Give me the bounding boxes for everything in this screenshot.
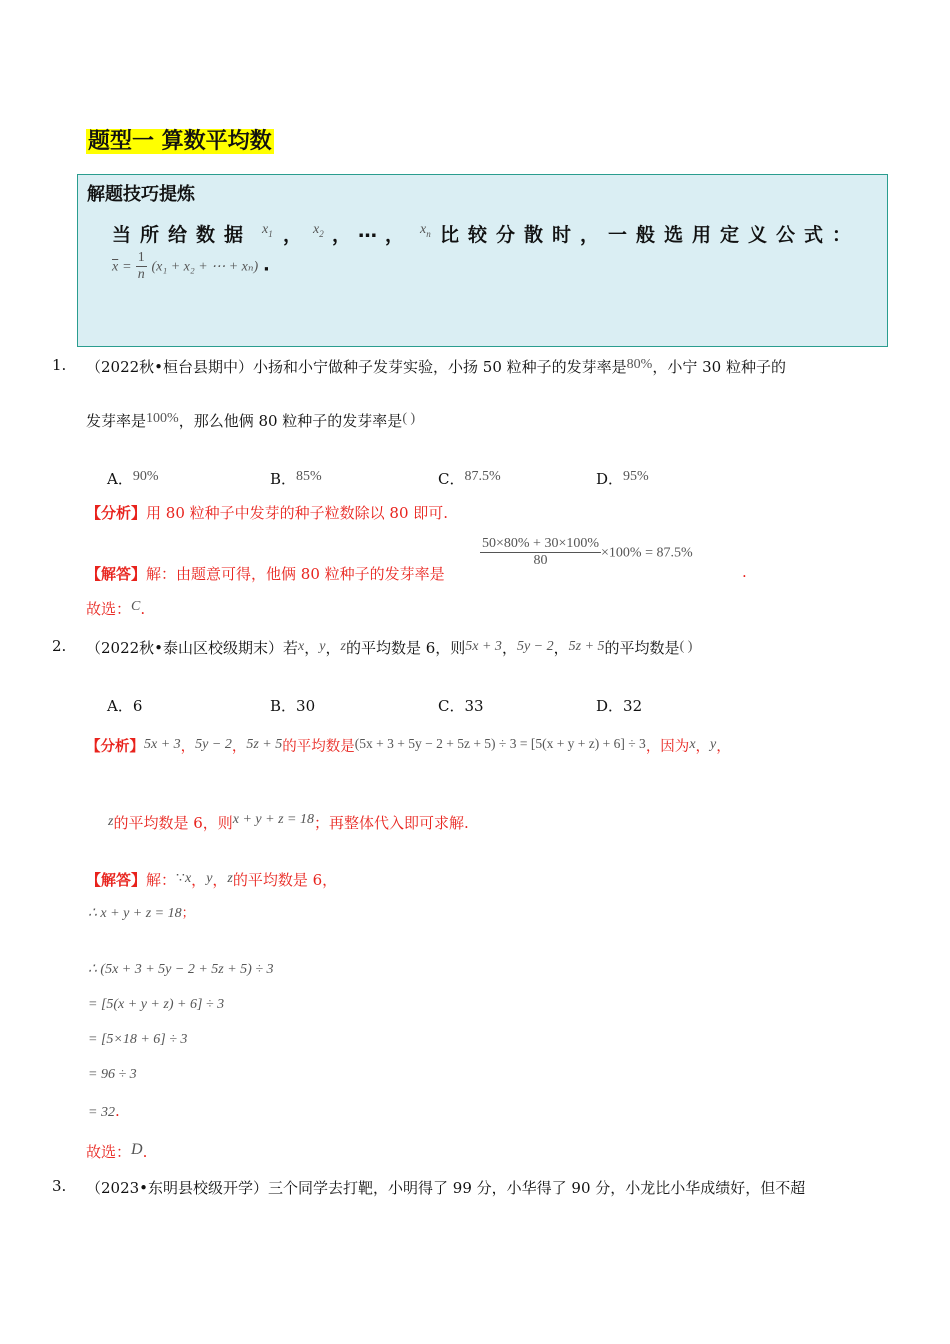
q2-step-3: = [5(x + y + z) + 6] ÷ 3 bbox=[88, 997, 225, 1012]
q2-answer-line1: 【解答】解：∵x，y，z的平均数是 6， bbox=[86, 871, 338, 889]
q2-stem: （2022秋•泰山区校级期末）若x，y，z的平均数是 6，则5x + 3，5y − 2，5z + 5的平均数是( ) bbox=[86, 639, 693, 657]
q2-step-6: = 32. bbox=[88, 1102, 120, 1120]
q3-stem-line1: （2023•东明县校级开学）三个同学去打靶，小明得了 99 分，小华得了 90 分，小龙比小华成绩好，但不超 bbox=[86, 1179, 806, 1197]
q1-stem-line2: 发芽率是100%，那么他俩 80 粒种子的发芽率是( ) bbox=[86, 411, 416, 430]
q2-step-2: ∴ (5x + 3 + 5y − 2 + 5z + 5) ÷ 3 bbox=[88, 962, 274, 977]
q1-choice: 故选：C. bbox=[86, 599, 146, 618]
q3-number: 3. bbox=[52, 1177, 67, 1195]
q2-number: 2. bbox=[52, 637, 67, 655]
tips-formula: $\overline{x}$ = $\frac{1}{n}$ (x₁ + x₂ + ⋯ + xₙ) . bbox=[112, 250, 270, 282]
q1-option-a: A．90% bbox=[107, 469, 159, 488]
q2-analysis-line2: z的平均数是 6，则x + y + z = 18；再整体代入即可求解. bbox=[108, 812, 469, 832]
q2-step-5: = 96 ÷ 3 bbox=[88, 1067, 137, 1082]
tips-text-before: 当所给数据 bbox=[112, 224, 253, 246]
tips-xn: $x_n$ bbox=[420, 222, 431, 239]
q1-option-c: C．87.5% bbox=[438, 469, 501, 488]
q1-answer-text: 【解答】解：由题意可得，他俩 80 粒种子的发芽率是 bbox=[86, 565, 445, 583]
tips-text-after: 比较分散时，一般选用定义公式： bbox=[440, 224, 861, 246]
q1-option-b: B．85% bbox=[270, 469, 322, 488]
q1-answer-formula: $\frac{50\times 80\% + 30\times 100\%}{80}$ ×100% = 87.5% bbox=[482, 536, 693, 568]
q2-step-1: ∴ x + y + z = 18； bbox=[88, 906, 195, 921]
q2-option-b: B．30 bbox=[270, 697, 316, 715]
tips-ellipsis: … bbox=[358, 220, 377, 242]
section-title: 题型一 算数平均数 bbox=[88, 129, 272, 154]
q2-option-a: A．6 bbox=[107, 697, 143, 715]
q1-stem-line1: （2022秋•桓台县期中）小扬和小宁做种子发芽实验，小扬 50 粒种子的发芽率是80%，小宁 30 粒种子的 bbox=[86, 357, 786, 376]
tips-sep-2: ， bbox=[332, 224, 352, 246]
tips-sep-3: ， bbox=[385, 224, 405, 246]
tips-x2: $x_2$ bbox=[313, 222, 324, 239]
tips-sep-1: ， bbox=[283, 224, 303, 246]
q1-analysis: 【分析】用 80 粒种子中发芽的种子粒数除以 80 即可. bbox=[86, 504, 449, 522]
q2-step-4: = [5×18 + 6] ÷ 3 bbox=[88, 1032, 188, 1047]
q2-analysis-line1: 【分析】5x + 3，5y − 2，5z + 5的平均数是(5x + 3 + 5y − 2 + 5z + 5) ÷ 3 = [5(x + y + z) + 6] ÷ 3，因为x，y， bbox=[86, 736, 731, 755]
tips-x1: $x_1$ bbox=[262, 222, 273, 239]
q2-option-c: C．33 bbox=[438, 697, 484, 715]
q2-option-d: D．32 bbox=[596, 697, 643, 715]
tips-heading: 解题技巧提炼 bbox=[87, 184, 195, 205]
q2-choice: 故选：D. bbox=[86, 1141, 148, 1161]
q1-number: 1. bbox=[52, 356, 67, 374]
q1-answer-end: . bbox=[742, 563, 747, 581]
q1-option-d: D．95% bbox=[596, 469, 649, 488]
